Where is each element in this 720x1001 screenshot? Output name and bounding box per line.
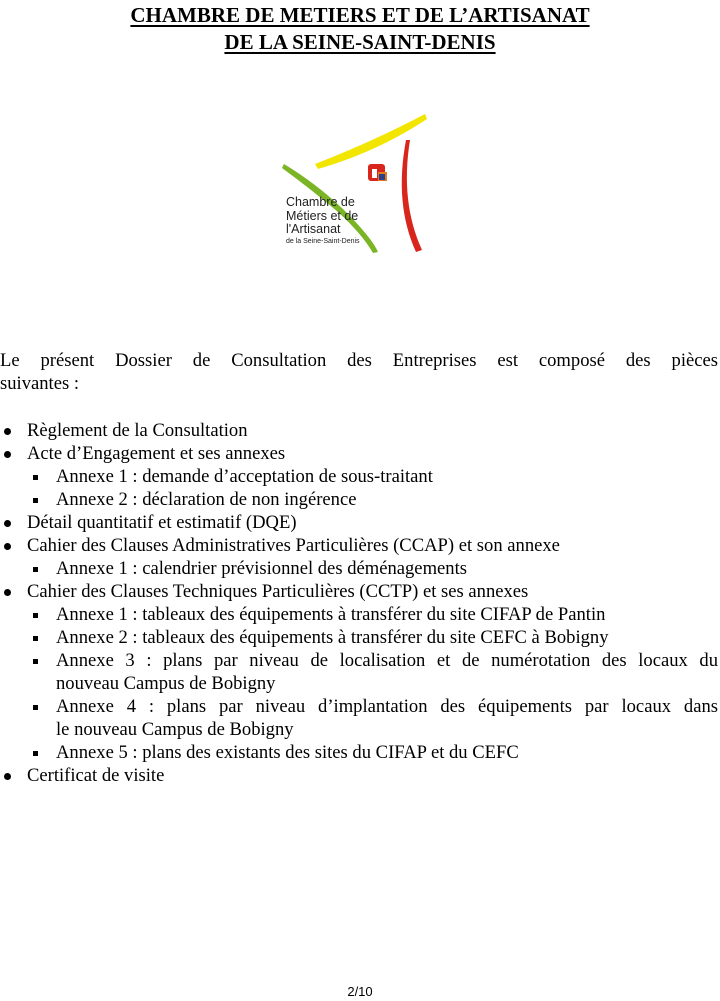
square-bullet-icon [33, 636, 38, 641]
sub-list-item: Annexe 1 : calendrier prévisionnel des déménagements [0, 557, 718, 580]
square-bullet-icon [33, 498, 38, 503]
bullet-icon [4, 451, 11, 458]
sub-list-item: Annexe 1 : tableaux des équipements à transférer du site CIFAP de Pantin [0, 603, 718, 626]
intro-paragraph [0, 349, 718, 395]
logo-yellow-swoosh [315, 114, 427, 169]
intro-line-1: Le présent Dossier de Consultation des Entreprises est composé des pièces [0, 350, 718, 371]
square-bullet-icon [33, 567, 38, 572]
sub-list-item: Annexe 4 : plans par niveau d’implantation des équipements par locaux dans le nouveau Campus de Bobigny [0, 695, 718, 741]
page-title [0, 2, 720, 56]
logo-line-3: l'Artisanat [286, 222, 341, 236]
sub-list-item: Annexe 3 : plans par niveau de localisation et de numérotation des locaux du nouveau Campus de Bobigny [0, 649, 718, 695]
square-bullet-icon [33, 751, 38, 756]
page-number: 2/10 [347, 984, 373, 999]
title-line-1: CHAMBRE DE METIERS ET DE L’ARTISANAT [130, 3, 590, 27]
bullet-icon [4, 520, 11, 527]
bullet-icon [4, 543, 11, 550]
title-line-2: DE LA SEINE-SAINT-DENIS [224, 30, 496, 54]
bullet-icon [4, 428, 11, 435]
sub-list-item: Annexe 2 : déclaration de non ingérence [0, 488, 718, 511]
list-item: Cahier des Clauses Techniques Particulières (CCTP) et ses annexes [0, 580, 718, 603]
square-bullet-icon [33, 613, 38, 618]
list-item: Acte d’Engagement et ses annexes [0, 442, 718, 465]
logo-emblem-icon [368, 164, 387, 181]
square-bullet-icon [33, 659, 38, 664]
logo-line-1: Chambre de [286, 195, 355, 209]
logo-red-swoosh [402, 140, 422, 252]
list-item: Règlement de la Consultation [0, 419, 718, 442]
list-item: Cahier des Clauses Administratives Particulières (CCAP) et son annexe [0, 534, 718, 557]
list-item: Certificat de visite [0, 764, 718, 787]
square-bullet-icon [33, 705, 38, 710]
sub-list-item: Annexe 1 : demande d’acceptation de sous-traitant [0, 465, 718, 488]
logo-line-4: de la Seine-Saint-Denis [286, 237, 360, 245]
list-item: Détail quantitatif et estimatif (DQE) [0, 511, 718, 534]
sub-list-item: Annexe 5 : plans des existants des sites du CIFAP et du CEFC [0, 741, 718, 764]
logo-text [286, 196, 360, 247]
documents-list [0, 419, 718, 787]
square-bullet-icon [33, 475, 38, 480]
sub-list-item: Annexe 2 : tableaux des équipements à transférer du site CEFC à Bobigny [0, 626, 718, 649]
logo-line-2: Métiers et de [286, 208, 359, 223]
bullet-icon [4, 589, 11, 596]
intro-line-2: suivantes : [0, 373, 80, 394]
bullet-icon [4, 773, 11, 780]
